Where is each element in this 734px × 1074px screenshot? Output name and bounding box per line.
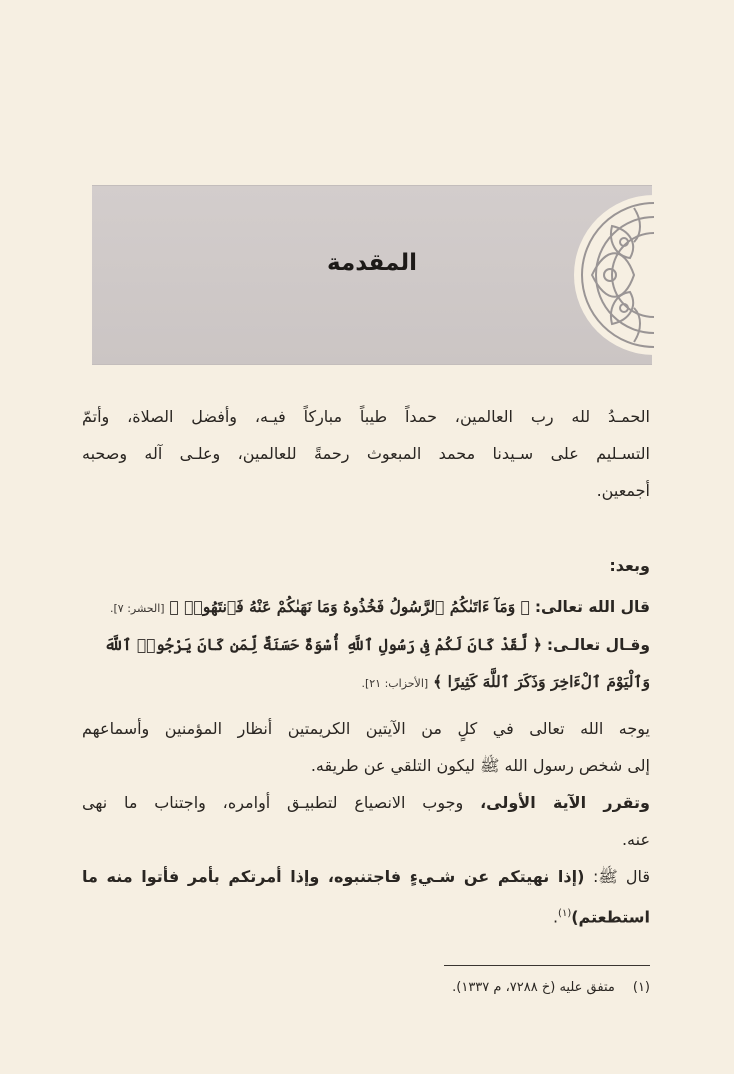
footnote-number: (١) bbox=[632, 980, 650, 995]
chapter-banner bbox=[92, 185, 652, 365]
body-line bbox=[82, 858, 650, 895]
hadith-intro: قال ﷺ: bbox=[593, 867, 651, 886]
body-line bbox=[82, 895, 650, 935]
footnote bbox=[452, 980, 650, 995]
body-text: وجوب الانصياع لتطبيـق أوامره، واجتناب ما نهى bbox=[82, 793, 481, 812]
hadith-text: استطعتم) bbox=[571, 907, 650, 927]
body-paragraph bbox=[82, 784, 650, 858]
body-line: يوجه الله تعالى في كلٍ من الآيتين الكريمتين أنظار المؤمنين وأسماعهم bbox=[82, 719, 650, 738]
intro-line: التسـليم على سـيدنا محمد المبعوث رحمةً للعالمين، وعلـى آله وصحبه bbox=[82, 444, 650, 463]
hadith-text: (إذا نهيتكم عن شـيءٍ فاجتنبوه، وإذا أمرتكم بأمر فأتوا منه ما bbox=[82, 867, 594, 886]
verse-reference: [الأحزاب: ٢١]. bbox=[361, 677, 429, 690]
quran-verse: ﴿ لَّقَدْ كَانَ لَكُمْ فِى رَسُولِ ٱللَّهِ أُسْوَةٌ حَسَنَةٌ لِّمَن كَانَ يَرْجُوا۟ ٱللَّهَ bbox=[104, 635, 542, 654]
body-paragraph bbox=[82, 710, 650, 784]
chapter-title: المقدمة bbox=[327, 250, 417, 276]
verse-line bbox=[82, 593, 650, 623]
hadith-paragraph bbox=[82, 858, 650, 935]
body-line bbox=[82, 784, 650, 821]
intro-line: الحمـدُ لله رب العالمين، حمداً طيباً مباركاً فيـه، وأفضل الصلاة، وأتمّ bbox=[82, 407, 650, 426]
verse-line bbox=[82, 631, 650, 659]
verse-intro: وقـال تعالـى: bbox=[546, 636, 650, 654]
body-line: عنه. bbox=[621, 830, 650, 849]
footnote-divider bbox=[444, 965, 650, 966]
arabesque-ornament-icon bbox=[572, 186, 654, 364]
section-label: وبعد: bbox=[609, 556, 650, 575]
intro-paragraph bbox=[82, 398, 650, 509]
verse-line bbox=[82, 668, 650, 698]
period: . bbox=[552, 907, 559, 927]
footnote-text: متفق عليه (خ ٧٢٨٨، م ١٣٣٧). bbox=[452, 980, 615, 995]
verse-reference: [الحشر: ٧]. bbox=[109, 602, 165, 615]
footnote-marker[interactable]: (١) bbox=[558, 908, 572, 919]
quran-verse: وَٱلْيَوْمَ ٱلْءَاخِرَ وَذَكَرَ ٱللَّهَ كَثِيرًا ﴾ bbox=[433, 672, 650, 691]
quran-verse: ﴿ وَمَآ ءَاتَىٰكُمُ ٱلرَّسُولُ فَخُذُوهُ وَمَا نَهَىٰكُمْ عَنْهُ فَٱنتَهُوا۟ ﴾ bbox=[169, 597, 530, 616]
verse-intro: قال الله تعالى: bbox=[534, 598, 650, 616]
body-line: إلى شخص رسول الله ﷺ ليكون التلقي عن طريقه. bbox=[310, 756, 650, 775]
intro-line: أجمعين. bbox=[596, 481, 650, 500]
bold-phrase: وتقرر الآية الأولى، bbox=[480, 793, 650, 812]
